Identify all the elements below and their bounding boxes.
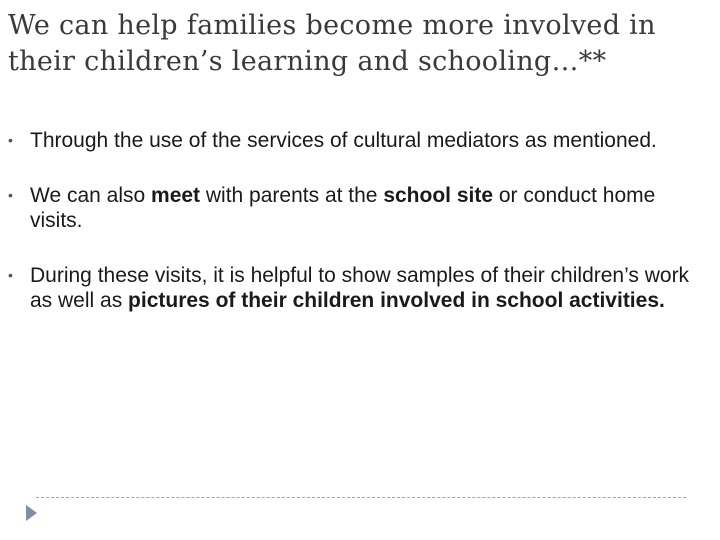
bullet-run: Through the use of the services of cultural mediators as mentioned. (30, 129, 657, 152)
bullet-run-emphasis: school site (383, 184, 494, 207)
bullet-item (8, 263, 708, 313)
bullet-run: with parents at the (200, 184, 384, 207)
play-triangle-icon (26, 505, 37, 521)
bullet-run-emphasis: pictures of their children involved in school activities. (128, 289, 665, 312)
bullet-marker: • (8, 132, 13, 148)
bullet-list (8, 128, 708, 343)
bullet-run: or conduct home visits. (30, 184, 656, 232)
bullet-text (30, 264, 689, 312)
bullet-run-emphasis: meet (151, 184, 201, 207)
bullet-run: During these visits, it is helpful to show samples of their children’s work as well as (30, 264, 690, 312)
bullet-run: We can also (30, 184, 152, 207)
bullet-item (8, 183, 708, 233)
bullet-marker: • (8, 187, 13, 203)
slide-title: We can help families become more involved in their children’s learning and schooling…** (8, 10, 656, 77)
bullet-item (8, 128, 708, 153)
bullet-marker: • (8, 267, 13, 283)
bullet-text (30, 184, 655, 232)
footer-divider (36, 497, 686, 498)
bullet-text (30, 129, 657, 152)
